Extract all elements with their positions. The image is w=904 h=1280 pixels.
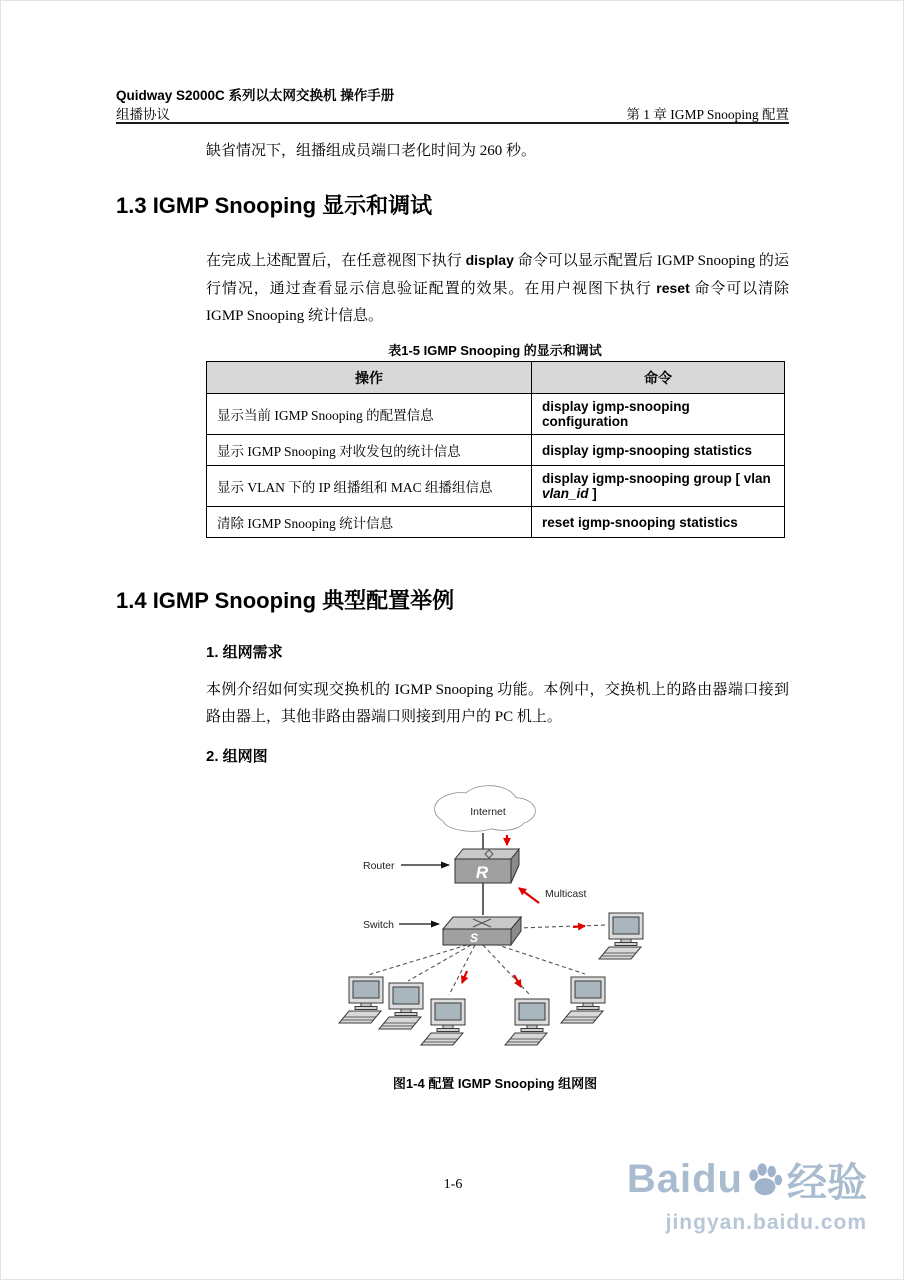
command-cell: display igmp-snooping statistics	[532, 435, 785, 466]
router-letter: R	[475, 863, 489, 882]
command-text: ]	[588, 486, 597, 501]
section-1-3-paragraph	[206, 247, 789, 330]
table-header-row	[207, 362, 785, 394]
para-text: 命令可以清除 IGMP Snooping 统计信息。	[206, 281, 789, 324]
network-diagram	[321, 781, 671, 1076]
switch-icon	[443, 917, 521, 945]
header-rule	[116, 122, 789, 124]
internet-label: Internet	[470, 806, 506, 818]
display-debug-table	[206, 361, 785, 538]
router-icon	[455, 849, 519, 883]
switch-label: Switch	[363, 919, 394, 931]
header-section-left: 组播协议	[116, 107, 170, 122]
page-number: 1-6	[443, 1177, 463, 1192]
col-header-action: 操作	[207, 362, 532, 394]
baidu-watermark	[627, 1151, 867, 1235]
table-caption: 表1-5 IGMP Snooping 的显示和调试	[388, 343, 602, 358]
action-cell: 显示 IGMP Snooping 对收发包的统计信息	[207, 435, 532, 466]
keyword-reset: reset	[656, 280, 690, 296]
router-label: Router	[363, 860, 395, 872]
multicast-label: Multicast	[545, 888, 587, 900]
internet-cloud	[435, 786, 535, 831]
section-1-3-heading: 1.3 IGMP Snooping 显示和调试	[116, 193, 433, 218]
col-header-command: 命令	[532, 362, 785, 394]
table-row	[207, 507, 785, 538]
para-text: 命令可以显示配置后 IGMP Snooping 的运行情况，通过查看显示信息验证配置的效果。在用户视图下执行	[206, 253, 789, 297]
multicast-arrow	[519, 888, 539, 903]
watermark-brand-latin: Baidu	[626, 1157, 743, 1201]
command-text: display igmp-snooping group [ vlan	[542, 471, 771, 486]
watermark-brand	[627, 1151, 867, 1208]
table-row	[207, 435, 785, 466]
baidu-paw-icon	[746, 1161, 784, 1199]
pc-icon	[505, 999, 549, 1045]
figure-caption: 图1-4 配置 IGMP Snooping 组网图	[392, 1076, 598, 1091]
section-1-4-paragraph: 本例介绍如何实现交换机的 IGMP Snooping 功能。本例中，交换机上的路由器端口接到路由器上，其他非路由器端口则接到用户的 PC 机上。	[206, 682, 789, 725]
switch-letter: S	[469, 931, 479, 945]
subheading-network-diagram: 2. 组网图	[206, 748, 268, 765]
action-cell: 显示 VLAN 下的 IP 组播组和 MAC 组播组信息	[207, 466, 532, 507]
doc-title: Quidway S2000C 系列以太网交换机 操作手册	[116, 88, 395, 103]
watermark-url: jingyan.baidu.com	[665, 1211, 867, 1234]
command-cell	[532, 466, 785, 507]
command-cell: display igmp-snooping configuration	[532, 394, 785, 435]
pc-icon	[379, 983, 423, 1029]
pc-icon	[599, 913, 643, 959]
table-row	[207, 394, 785, 435]
table-row	[207, 466, 785, 507]
action-cell: 清除 IGMP Snooping 统计信息	[207, 507, 532, 538]
intro-paragraph: 缺省情况下，组播组成员端口老化时间为 260 秒。	[206, 143, 537, 159]
subheading-network-requirements: 1. 组网需求	[206, 644, 283, 661]
watermark-brand-cn: 经验	[787, 1161, 867, 1205]
pc-icon	[561, 977, 605, 1023]
pc-icon	[421, 999, 465, 1045]
header-chapter-right: 第 1 章 IGMP Snooping 配置	[626, 107, 789, 122]
command-variable: vlan_id	[542, 486, 589, 501]
header-subrow	[116, 103, 789, 123]
pc-icon	[339, 977, 383, 1023]
action-cell: 显示当前 IGMP Snooping 的配置信息	[207, 394, 532, 435]
command-cell: reset igmp-snooping statistics	[532, 507, 785, 538]
para-text: 在完成上述配置后，在任意视图下执行	[206, 253, 466, 269]
section-1-4-heading: 1.4 IGMP Snooping 典型配置举例	[116, 588, 455, 613]
keyword-display: display	[465, 252, 514, 268]
